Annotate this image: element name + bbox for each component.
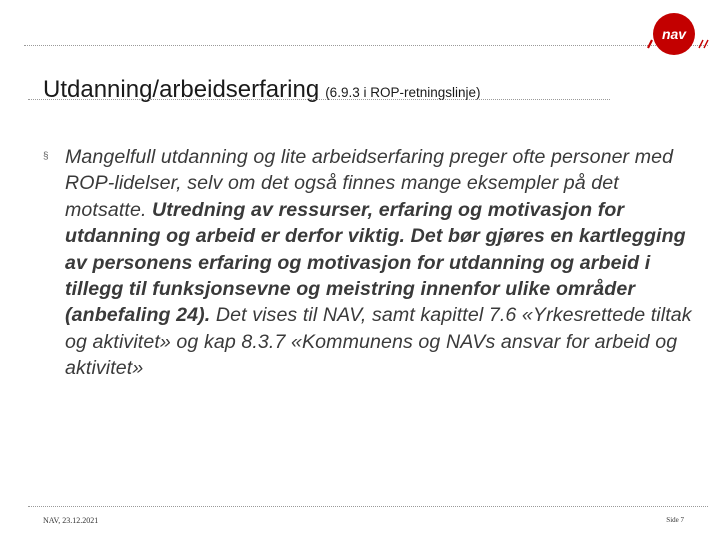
nav-logo-slash-right-2 — [704, 40, 708, 48]
title-divider — [28, 99, 610, 100]
nav-logo-text: nav — [661, 26, 687, 42]
nav-logo-slash-left — [648, 40, 652, 48]
nav-logo-slash-right-1 — [699, 40, 703, 48]
bullet-text-emphasis: Utredning av ressurser, erfaring og motivasjon for utdanning og arbeid er derfor viktig. Det bør gjøres en kartlegging av personens erfaring og motivasjon for utdanning og arbeid i tillegg til funksjonsevne og meistring innenfor ulike områder (anbefaling 24). — [65, 198, 686, 327]
bullet-text-reference: Det vises til NAV, samt kapittel 7.6 «Yrkesrettede tiltak og aktivitet» og kap 8.3.7 «Kommunens og NAVs ansvar for arbeid og aktivitet» — [65, 304, 692, 380]
bullet-text-intro: Mangelfull utdanning og lite arbeidserfaring preger ofte personer med ROP-lidelser, selv om det også finnes mange eksempler på det motsatte. — [65, 146, 674, 221]
bullet-text — [65, 144, 693, 382]
title-reference: (6.9.3 i ROP-retningslinje) — [325, 85, 481, 100]
footer-date: NAV, 23.12.2021 — [43, 516, 99, 525]
footer-divider — [28, 506, 708, 507]
page-number: Side 7 — [666, 516, 684, 524]
top-divider — [24, 45, 708, 46]
nav-logo — [644, 12, 714, 58]
bullet-marker: § — [43, 151, 49, 162]
title-main: Utdanning/arbeidserfaring — [43, 76, 320, 103]
bullet-item — [43, 144, 693, 382]
